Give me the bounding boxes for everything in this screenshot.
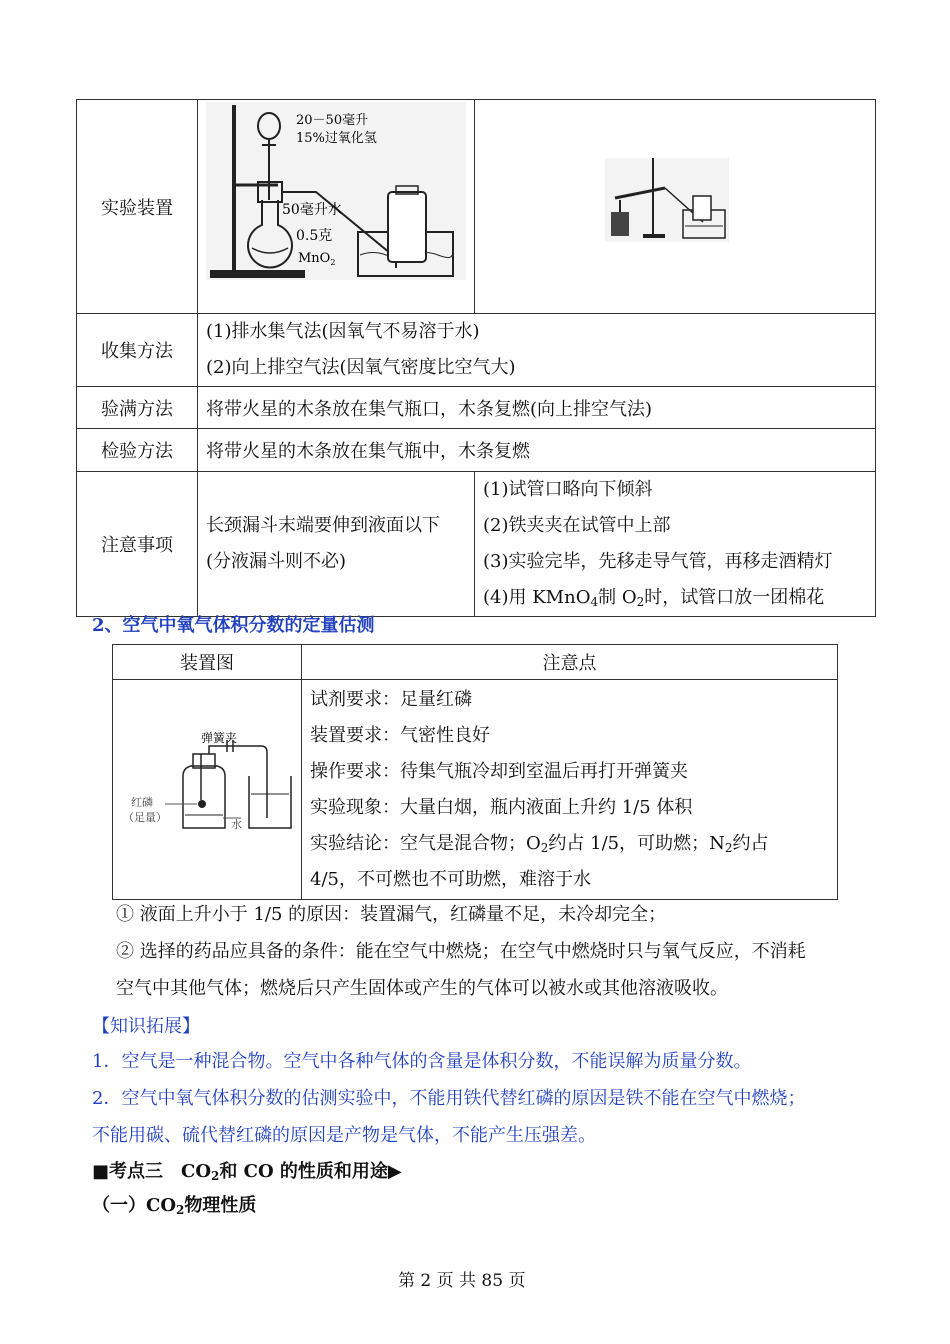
section-2-title: 2、空气中氧气体积分数的定量估测 (92, 615, 375, 636)
collect-method-1: (1)排水集气法(因氧气不易溶于水) (206, 321, 480, 342)
label-h2o2-concentration: 15%过氧化氢 (296, 131, 377, 146)
knowledge-item-1: 1．空气是一种混合物。空气中各种气体的含量是体积分数，不能误解为质量分数。 (92, 1051, 752, 1072)
note-conclusion-2: 4/5，不可燃也不可助燃，难溶于水 (310, 869, 591, 890)
notes-right-line-3: (3)实验完毕，先移走导气管，再移走酒精灯 (483, 551, 833, 572)
note-device: 装置要求：气密性良好 (310, 725, 490, 746)
test-text: 将带火星的木条放在集气瓶中，木条复燃 (198, 429, 876, 472)
label-h2o2-volume: 20－50毫升 (296, 113, 369, 128)
table2-header-figure: 装置图 (113, 645, 302, 680)
knowledge-title: 【知识拓展】 (92, 1016, 200, 1037)
note-phenomenon: 实验现象：大量白烟，瓶内液面上升约 1/5 体积 (310, 797, 693, 818)
apparatus-figure-cell-right (475, 100, 876, 314)
label-sufficient: （足量） (123, 811, 167, 824)
notes-right-line-1: (1)试管口略向下倾斜 (483, 479, 653, 500)
row-label-collect: 收集方法 (77, 314, 198, 387)
co2-physical-heading: （一）$CO_2$物理性质 (92, 1195, 257, 1217)
oxygen-preparation-table (76, 99, 876, 617)
label-water: 水 (231, 818, 242, 831)
note-operation: 操作要求：待集气瓶冷却到室温后再打开弹簧夹 (310, 761, 688, 782)
notes-right-line-4: (4)用 KMnO$_4$制 $O_2$时，试管口放一团棉花 (483, 587, 825, 609)
table2-header-row (113, 645, 838, 680)
notes-left (198, 472, 475, 617)
kaodian-3-heading: ■考点三 $CO_2$和 CO 的性质和用途▶ (92, 1161, 402, 1183)
para-reason: ① 液面上升小于 1/5 的原因：装置漏气，红磷量不足，未冷却完全； (116, 904, 667, 925)
collect-content (198, 314, 876, 387)
h2o2-apparatus-figure (198, 100, 474, 308)
label-water-volume: 50毫升水 (282, 202, 342, 218)
notes-row (77, 472, 876, 617)
knowledge-item-2-line-1: 2．空气中氧气体积分数的估测实验中，不能用铁代替红磷的原因是铁不能在空气中燃烧； (92, 1088, 806, 1109)
table2-body-row (113, 680, 838, 900)
table2-figure-cell (113, 680, 302, 900)
para-conditions-line-1: ② 选择的药品应具备的条件：能在空气中燃烧；在空气中燃烧时只与氧气反应，不消耗 (116, 941, 806, 962)
note-reagent: 试剂要求：足量红磷 (310, 689, 472, 710)
notes-right-line-2: (2)铁夹夹在试管中上部 (483, 515, 671, 536)
row-label-apparatus: 实验装置 (77, 100, 198, 314)
full-check-row (77, 387, 876, 429)
note-conclusion-1: 实验结论：空气是混合物；$O_2$约占 1/5，可助燃；$N_2$约占 (310, 833, 769, 855)
notes-left-line-1: 长颈漏斗末端要伸到液面以下 (206, 515, 440, 536)
label-spring-clip: 弹簧夹 (201, 731, 238, 745)
apparatus-row (77, 100, 876, 314)
label-mno2-mass: 0.5克 (296, 228, 333, 244)
para-conditions-line-2: 空气中其他气体；燃烧后只产生固体或产生的气体可以被水或其他溶液吸收。 (116, 978, 728, 999)
kmno4-apparatus-figure (475, 100, 875, 308)
test-row (77, 429, 876, 472)
table2-notes-cell (302, 680, 838, 900)
collect-method-2: (2)向上排空气法(因氧气密度比空气大) (206, 357, 516, 378)
table2-header-notes: 注意点 (302, 645, 838, 680)
apparatus-figure-cell-left (198, 100, 475, 314)
oxygen-estimation-table (112, 644, 838, 900)
page-footer: 第 2 页 共 85 页 (398, 1271, 526, 1291)
row-label-notes: 注意事项 (77, 472, 198, 617)
row-label-test: 检验方法 (77, 429, 198, 472)
collect-row (77, 314, 876, 387)
row-label-full: 验满方法 (77, 387, 198, 429)
label-mno2: MnO$_2$ (298, 251, 336, 267)
notes-right (475, 472, 876, 617)
notes-left-line-2: (分液漏斗则不必) (206, 551, 347, 572)
knowledge-item-2-line-2: 不能用碳、硫代替红磷的原因是产物是气体，不能产生压强差。 (92, 1125, 596, 1146)
label-red-phosphorus: 红磷 (131, 796, 153, 809)
full-check-text: 将带火星的木条放在集气瓶口，木条复燃(向上排空气法) (198, 387, 876, 429)
phosphorus-apparatus-figure (113, 680, 301, 894)
